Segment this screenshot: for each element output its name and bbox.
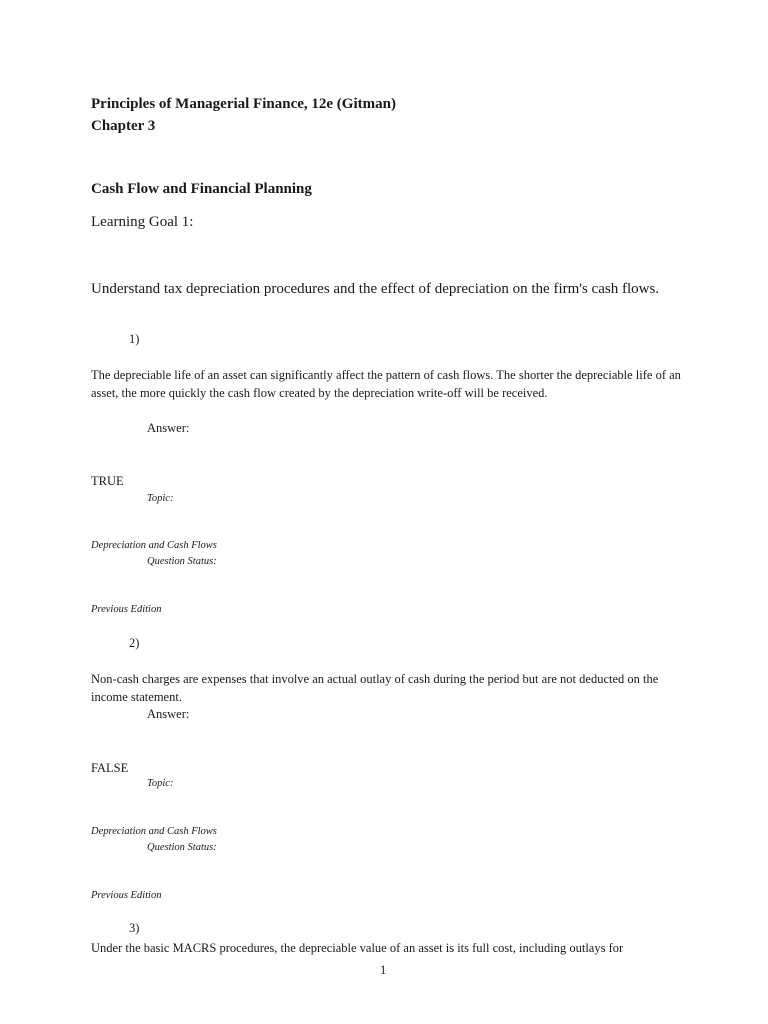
topic-label: Topic: [147, 493, 174, 504]
question-number: 3) [129, 921, 140, 935]
status-label: Question Status: [147, 556, 217, 567]
question-text: Non-cash charges are expenses that involve an actual outlay of cash during the period but are not deducted on the income statement. [91, 672, 659, 704]
status-value: Previous Edition [91, 890, 162, 901]
question-number: 1) [129, 332, 140, 346]
learning-goal-text: Understand tax depreciation procedures and the effect of depreciation on the firm's cash flows. [91, 281, 660, 297]
chapter-heading: Chapter 3 [91, 118, 156, 134]
topic-value: Depreciation and Cash Flows [91, 826, 217, 837]
answer-value: TRUE [91, 474, 124, 488]
page-number: 1 [380, 963, 387, 977]
book-title: Principles of Managerial Finance, 12e (Gitman) [91, 96, 396, 112]
question-number: 2) [129, 636, 140, 650]
status-value: Previous Edition [91, 604, 162, 615]
answer-label: Answer: [147, 421, 190, 435]
answer-value: FALSE [91, 761, 129, 775]
topic-label: Topic: [147, 778, 174, 789]
section-title: Cash Flow and Financial Planning [91, 181, 312, 197]
answer-label: Answer: [147, 707, 190, 721]
learning-goal-label: Learning Goal 1: [91, 214, 194, 230]
status-label: Question Status: [147, 842, 217, 853]
question-text: The depreciable life of an asset can significantly affect the pattern of cash flows. The shorter the depreciable life of an asset, the more quickly the cash flow created by the depreciation write-off will be received. [91, 368, 681, 400]
topic-value: Depreciation and Cash Flows [91, 540, 217, 551]
question-text: Under the basic MACRS procedures, the depreciable value of an asset is its full cost, including outlays for [91, 941, 624, 955]
